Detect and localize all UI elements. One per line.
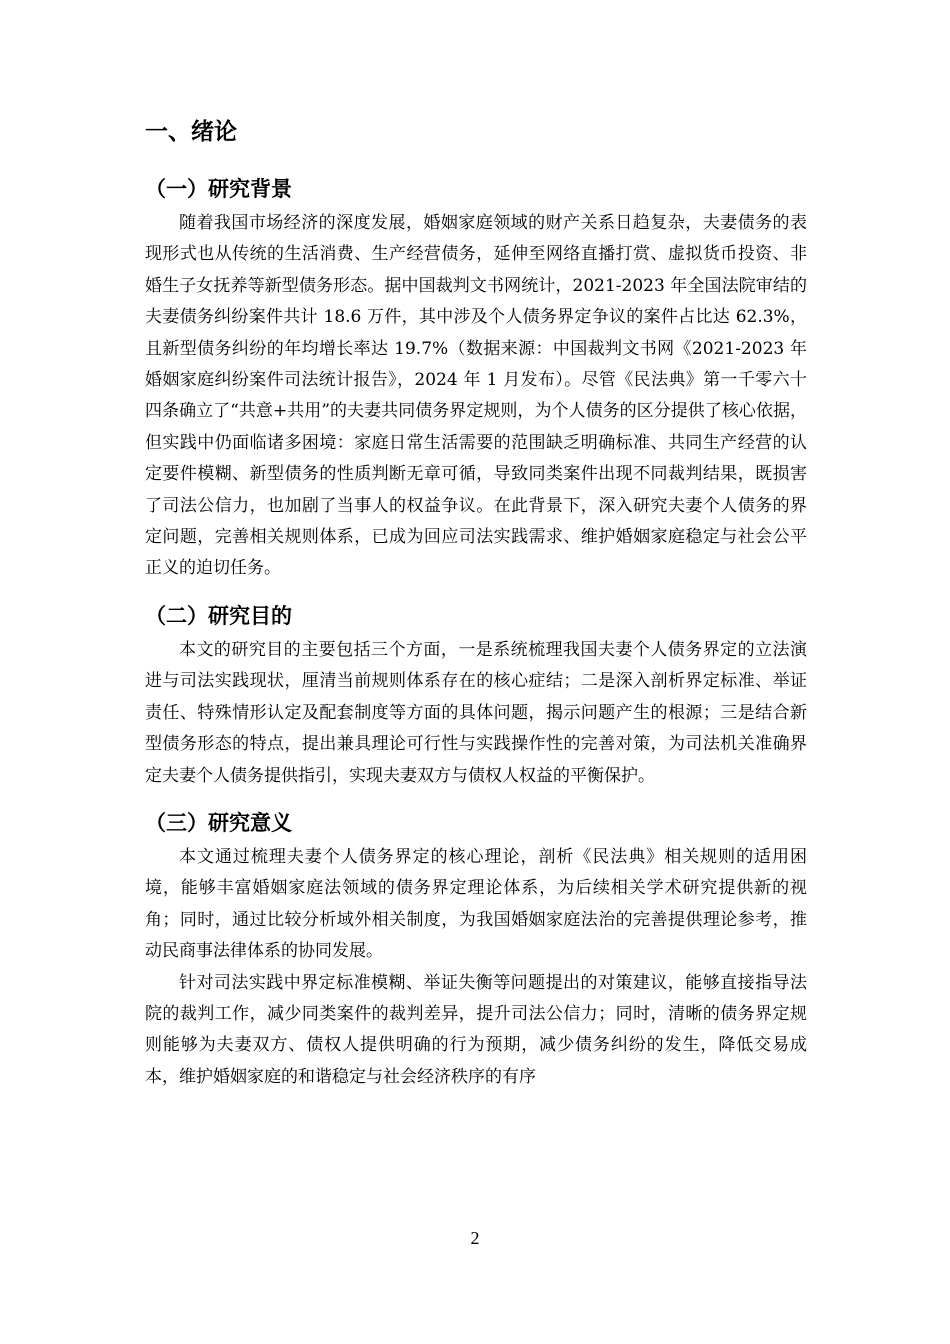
page-content [145, 112, 807, 1093]
section-research-background [145, 172, 807, 585]
section-spacer [145, 585, 807, 599]
section-title: （二）研究目的 [145, 603, 292, 628]
paragraph: 本文通过梳理夫妻个人债务界定的核心理论，剖析《民法典》相关规则的适用困境，能够丰富婚姻家庭法领域的债务界定理论体系，为后续相关学术研究提供新的视角；同时，通过比较分析域外相关制度，为我国婚姻家庭法治的完善提供理论参考，推动民商事法律体系的协同发展。 [145, 846, 807, 962]
page-number: 2 [470, 1228, 480, 1248]
section-title: （一）研究背景 [145, 177, 292, 201]
section-title: （三）研究意义 [145, 810, 292, 835]
section-research-purpose [145, 599, 807, 792]
chapter-title: 一、绪论 [145, 119, 237, 145]
paragraph: 随着我国市场经济的深度发展，婚姻家庭领域的财产关系日趋复杂，夫妻债务的表现形式也从传统的生活消费、生产经营债务，延伸至网络直播打赏、虚拟货币投资、非婚生子女抚养等新型债务形态。据中国裁判文书网统计，2021-2023 年全国法院审结的夫妻债务纠纷案件共计 18.6 万件，其中涉及个人债务界定争议的案件占比达 62.3%，且新型债务纠纷的年均增长率达 19.7%（数据来源：中国裁判文书网《2021-2023 年婚姻家庭纠纷案件司法统计报告》，2024 年 1 月发布）。尽管《民法典》第一千零六十四条确立了“共意+共用”的夫妻共同债务界定规则，为个人债务的区分提供了核心依据，但实践中仍面临诸多困境：家庭日常生活需要的范围缺乏明确标准、共同生产经营的认定要件模糊、新型债务的性质判断无章可循，导致同类案件出现不同裁判结果，既损害了司法公信力，也加剧了当事人的权益争议。在此背景下，深入研究夫妻个人债务的界定问题，完善相关规则体系，已成为回应司法实践需求、维护婚姻家庭稳定与社会公平正义的迫切任务。 [145, 213, 807, 579]
section-spacer [145, 792, 807, 806]
paragraph: 针对司法实践中界定标准模糊、举证失衡等问题提出的对策建议，能够直接指导法院的裁判工作，减少同类案件的裁判差异，提升司法公信力；同时，清晰的债务界定规则能够为夫妻双方、债权人提供明确的行为预期，减少债务纠纷的发生，降低交易成本，维护婚姻家庭的和谐稳定与社会经济秩序的有序 [145, 972, 807, 1087]
paragraph: 本文的研究目的主要包括三个方面，一是系统梳理我国夫妻个人债务界定的立法演进与司法实践现状，厘清当前规则体系存在的核心症结；二是深入剖析界定标准、举证责任、特殊情形认定及配套制度等方面的具体问题，揭示问题产生的根源；三是结合新型债务形态的特点，提出兼具理论可行性与实践操作性的完善对策，为司法机关准确界定夫妻个人债务提供指引，实现夫妻双方与债权人权益的平衡保护。 [145, 639, 807, 786]
section-research-significance [145, 806, 807, 1093]
